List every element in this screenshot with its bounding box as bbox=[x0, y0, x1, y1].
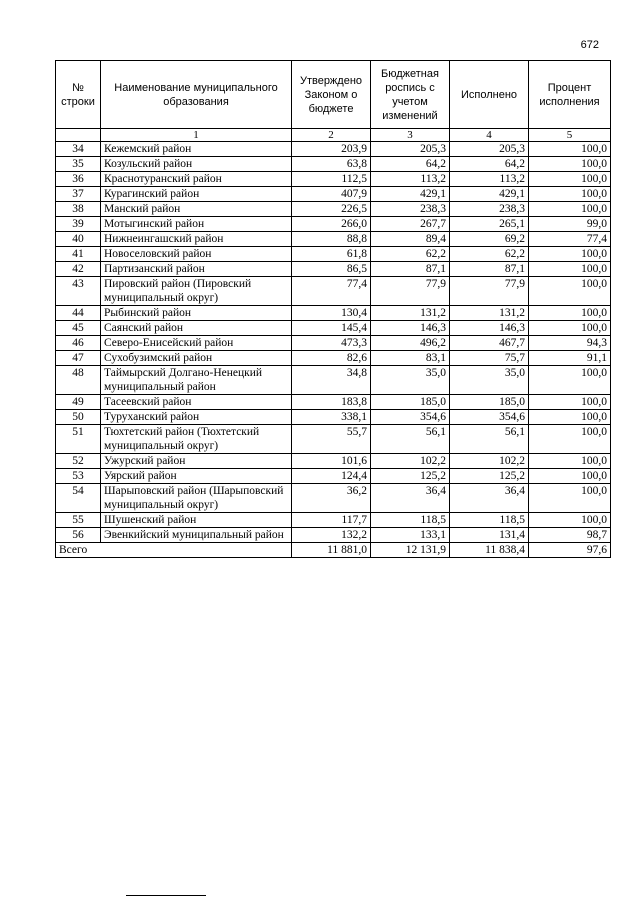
table-row bbox=[56, 469, 611, 484]
planned-value-cell: 354,6 bbox=[371, 410, 450, 425]
header-row bbox=[56, 61, 611, 129]
executed-value-cell: 77,9 bbox=[450, 277, 529, 306]
approved-value-cell: 86,5 bbox=[292, 262, 371, 277]
executed-value-cell: 146,3 bbox=[450, 321, 529, 336]
percent-value-cell: 98,7 bbox=[529, 528, 611, 543]
percent-value-cell: 94,3 bbox=[529, 336, 611, 351]
executed-value-cell: 69,2 bbox=[450, 232, 529, 247]
row-number-cell: 42 bbox=[56, 262, 101, 277]
table-row bbox=[56, 395, 611, 410]
approved-value-cell: 130,4 bbox=[292, 306, 371, 321]
planned-value-cell: 83,1 bbox=[371, 351, 450, 366]
executed-value-cell: 75,7 bbox=[450, 351, 529, 366]
approved-value-cell: 36,2 bbox=[292, 484, 371, 513]
row-number-cell: 44 bbox=[56, 306, 101, 321]
row-number-cell: 47 bbox=[56, 351, 101, 366]
percent-value-cell: 100,0 bbox=[529, 366, 611, 395]
percent-value-cell: 100,0 bbox=[529, 277, 611, 306]
executed-value-cell: 102,2 bbox=[450, 454, 529, 469]
approved-value-cell: 101,6 bbox=[292, 454, 371, 469]
municipality-name-cell: Таймырский Долгано-Ненецкий муниципальный район bbox=[101, 366, 292, 395]
row-number-cell: 40 bbox=[56, 232, 101, 247]
planned-value-cell: 133,1 bbox=[371, 528, 450, 543]
approved-value-cell: 226,5 bbox=[292, 202, 371, 217]
column-number-row bbox=[56, 129, 611, 142]
row-number-cell: 43 bbox=[56, 277, 101, 306]
table-row bbox=[56, 366, 611, 395]
planned-value-cell: 185,0 bbox=[371, 395, 450, 410]
municipality-name-cell: Краснотуранский район bbox=[101, 172, 292, 187]
approved-value-cell: 61,8 bbox=[292, 247, 371, 262]
percent-value-cell: 100,0 bbox=[529, 454, 611, 469]
executed-value-cell: 125,2 bbox=[450, 469, 529, 484]
municipality-name-cell: Козульский район bbox=[101, 157, 292, 172]
municipality-name-cell: Ужурский район bbox=[101, 454, 292, 469]
planned-value-cell: 77,9 bbox=[371, 277, 450, 306]
planned-value-cell: 267,7 bbox=[371, 217, 450, 232]
table-row bbox=[56, 247, 611, 262]
planned-value-cell: 429,1 bbox=[371, 187, 450, 202]
table-row bbox=[56, 484, 611, 513]
planned-value-cell: 89,4 bbox=[371, 232, 450, 247]
municipality-name-cell: Тасеевский район bbox=[101, 395, 292, 410]
table-body bbox=[56, 142, 611, 543]
table-row bbox=[56, 454, 611, 469]
percent-value-cell: 100,0 bbox=[529, 513, 611, 528]
table-row bbox=[56, 277, 611, 306]
executed-value-cell: 36,4 bbox=[450, 484, 529, 513]
municipality-name-cell: Курагинский район bbox=[101, 187, 292, 202]
executed-value-cell: 35,0 bbox=[450, 366, 529, 395]
header-approved: Утверждено Законом о бюджете bbox=[292, 61, 371, 129]
planned-value-cell: 64,2 bbox=[371, 157, 450, 172]
planned-value-cell: 238,3 bbox=[371, 202, 450, 217]
header-row-number: № строки bbox=[56, 61, 101, 129]
row-number-cell: 41 bbox=[56, 247, 101, 262]
approved-value-cell: 203,9 bbox=[292, 142, 371, 157]
executed-value-cell: 87,1 bbox=[450, 262, 529, 277]
municipality-name-cell: Пировский район (Пировский муниципальный округ) bbox=[101, 277, 292, 306]
planned-value-cell: 125,2 bbox=[371, 469, 450, 484]
table-row bbox=[56, 232, 611, 247]
percent-value-cell: 100,0 bbox=[529, 247, 611, 262]
column-number: 2 bbox=[292, 129, 371, 142]
percent-value-cell: 100,0 bbox=[529, 262, 611, 277]
municipality-name-cell: Партизанский район bbox=[101, 262, 292, 277]
column-number: 1 bbox=[101, 129, 292, 142]
row-number-cell: 56 bbox=[56, 528, 101, 543]
approved-value-cell: 473,3 bbox=[292, 336, 371, 351]
table-row bbox=[56, 306, 611, 321]
column-number: 3 bbox=[371, 129, 450, 142]
row-number-cell: 50 bbox=[56, 410, 101, 425]
row-number-cell: 53 bbox=[56, 469, 101, 484]
row-number-cell: 52 bbox=[56, 454, 101, 469]
executed-value-cell: 113,2 bbox=[450, 172, 529, 187]
percent-value-cell: 91,1 bbox=[529, 351, 611, 366]
row-number-cell: 55 bbox=[56, 513, 101, 528]
municipality-name-cell: Мотыгинский район bbox=[101, 217, 292, 232]
planned-value-cell: 496,2 bbox=[371, 336, 450, 351]
executed-value-cell: 185,0 bbox=[450, 395, 529, 410]
table-row bbox=[56, 351, 611, 366]
municipality-name-cell: Нижнеингашский район bbox=[101, 232, 292, 247]
municipality-name-cell: Тюхтетский район (Тюхтетский муниципальный округ) bbox=[101, 425, 292, 454]
approved-value-cell: 63,8 bbox=[292, 157, 371, 172]
total-label: Всего bbox=[56, 543, 292, 558]
approved-value-cell: 124,4 bbox=[292, 469, 371, 484]
approved-value-cell: 77,4 bbox=[292, 277, 371, 306]
percent-value-cell: 100,0 bbox=[529, 306, 611, 321]
executed-value-cell: 205,3 bbox=[450, 142, 529, 157]
percent-value-cell: 100,0 bbox=[529, 202, 611, 217]
table-row bbox=[56, 202, 611, 217]
executed-value-cell: 354,6 bbox=[450, 410, 529, 425]
approved-value-cell: 132,2 bbox=[292, 528, 371, 543]
table-row bbox=[56, 425, 611, 454]
percent-value-cell: 100,0 bbox=[529, 172, 611, 187]
table-row bbox=[56, 336, 611, 351]
percent-value-cell: 100,0 bbox=[529, 469, 611, 484]
executed-value-cell: 118,5 bbox=[450, 513, 529, 528]
planned-value-cell: 146,3 bbox=[371, 321, 450, 336]
table-row bbox=[56, 172, 611, 187]
approved-value-cell: 34,8 bbox=[292, 366, 371, 395]
header-budget-list: Бюджетная роспись с учетом изменений bbox=[371, 61, 450, 129]
column-number: 5 bbox=[529, 129, 611, 142]
row-number-cell: 35 bbox=[56, 157, 101, 172]
percent-value-cell: 77,4 bbox=[529, 232, 611, 247]
row-number-cell: 45 bbox=[56, 321, 101, 336]
municipality-name-cell: Шушенский район bbox=[101, 513, 292, 528]
executed-value-cell: 62,2 bbox=[450, 247, 529, 262]
municipality-name-cell: Новоселовский район bbox=[101, 247, 292, 262]
planned-value-cell: 205,3 bbox=[371, 142, 450, 157]
municipality-name-cell: Манский район bbox=[101, 202, 292, 217]
row-number-cell: 51 bbox=[56, 425, 101, 454]
executed-value-cell: 64,2 bbox=[450, 157, 529, 172]
column-number: 4 bbox=[450, 129, 529, 142]
executed-value-cell: 131,4 bbox=[450, 528, 529, 543]
table-row bbox=[56, 142, 611, 157]
column-number-empty bbox=[56, 129, 101, 142]
executed-value-cell: 238,3 bbox=[450, 202, 529, 217]
executed-value-cell: 467,7 bbox=[450, 336, 529, 351]
budget-execution-table bbox=[55, 60, 611, 558]
planned-value-cell: 36,4 bbox=[371, 484, 450, 513]
planned-value-cell: 113,2 bbox=[371, 172, 450, 187]
percent-value-cell: 100,0 bbox=[529, 425, 611, 454]
table-row bbox=[56, 410, 611, 425]
table-row bbox=[56, 217, 611, 232]
percent-value-cell: 100,0 bbox=[529, 187, 611, 202]
table-row bbox=[56, 513, 611, 528]
municipality-name-cell: Шарыповский район (Шарыповский муниципальный округ) bbox=[101, 484, 292, 513]
approved-value-cell: 266,0 bbox=[292, 217, 371, 232]
executed-value-cell: 131,2 bbox=[450, 306, 529, 321]
row-number-cell: 36 bbox=[56, 172, 101, 187]
municipality-name-cell: Саянский район bbox=[101, 321, 292, 336]
planned-value-cell: 87,1 bbox=[371, 262, 450, 277]
header-executed: Исполнено bbox=[450, 61, 529, 129]
municipality-name-cell: Уярский район bbox=[101, 469, 292, 484]
municipality-name-cell: Эвенкийский муниципальный район bbox=[101, 528, 292, 543]
table-row bbox=[56, 262, 611, 277]
percent-value-cell: 100,0 bbox=[529, 321, 611, 336]
total-planned: 12 131,9 bbox=[371, 543, 450, 558]
percent-value-cell: 100,0 bbox=[529, 484, 611, 513]
executed-value-cell: 429,1 bbox=[450, 187, 529, 202]
table-row bbox=[56, 528, 611, 543]
percent-value-cell: 100,0 bbox=[529, 157, 611, 172]
header-execution-percent: Процент исполнения bbox=[529, 61, 611, 129]
total-approved: 11 881,0 bbox=[292, 543, 371, 558]
municipality-name-cell: Туруханский район bbox=[101, 410, 292, 425]
approved-value-cell: 407,9 bbox=[292, 187, 371, 202]
row-number-cell: 46 bbox=[56, 336, 101, 351]
total-row bbox=[56, 543, 611, 558]
executed-value-cell: 265,1 bbox=[450, 217, 529, 232]
municipality-name-cell: Сухобузимский район bbox=[101, 351, 292, 366]
municipality-name-cell: Рыбинский район bbox=[101, 306, 292, 321]
table-row bbox=[56, 157, 611, 172]
approved-value-cell: 183,8 bbox=[292, 395, 371, 410]
row-number-cell: 48 bbox=[56, 366, 101, 395]
table-row bbox=[56, 321, 611, 336]
approved-value-cell: 117,7 bbox=[292, 513, 371, 528]
planned-value-cell: 62,2 bbox=[371, 247, 450, 262]
percent-value-cell: 100,0 bbox=[529, 142, 611, 157]
row-number-cell: 49 bbox=[56, 395, 101, 410]
total-executed: 11 838,4 bbox=[450, 543, 529, 558]
header-municipality-name: Наименование муниципального образования bbox=[101, 61, 292, 129]
total-percent: 97,6 bbox=[529, 543, 611, 558]
percent-value-cell: 100,0 bbox=[529, 395, 611, 410]
planned-value-cell: 35,0 bbox=[371, 366, 450, 395]
row-number-cell: 39 bbox=[56, 217, 101, 232]
row-number-cell: 37 bbox=[56, 187, 101, 202]
row-number-cell: 34 bbox=[56, 142, 101, 157]
planned-value-cell: 56,1 bbox=[371, 425, 450, 454]
approved-value-cell: 88,8 bbox=[292, 232, 371, 247]
approved-value-cell: 145,4 bbox=[292, 321, 371, 336]
percent-value-cell: 100,0 bbox=[529, 410, 611, 425]
row-number-cell: 54 bbox=[56, 484, 101, 513]
planned-value-cell: 102,2 bbox=[371, 454, 450, 469]
municipality-name-cell: Кежемский район bbox=[101, 142, 292, 157]
approved-value-cell: 55,7 bbox=[292, 425, 371, 454]
row-number-cell: 38 bbox=[56, 202, 101, 217]
planned-value-cell: 118,5 bbox=[371, 513, 450, 528]
approved-value-cell: 338,1 bbox=[292, 410, 371, 425]
page-number: 672 bbox=[580, 39, 599, 51]
municipality-name-cell: Северо-Енисейский район bbox=[101, 336, 292, 351]
executed-value-cell: 56,1 bbox=[450, 425, 529, 454]
approved-value-cell: 82,6 bbox=[292, 351, 371, 366]
planned-value-cell: 131,2 bbox=[371, 306, 450, 321]
approved-value-cell: 112,5 bbox=[292, 172, 371, 187]
table-row bbox=[56, 187, 611, 202]
footnote-divider bbox=[126, 895, 206, 896]
percent-value-cell: 99,0 bbox=[529, 217, 611, 232]
